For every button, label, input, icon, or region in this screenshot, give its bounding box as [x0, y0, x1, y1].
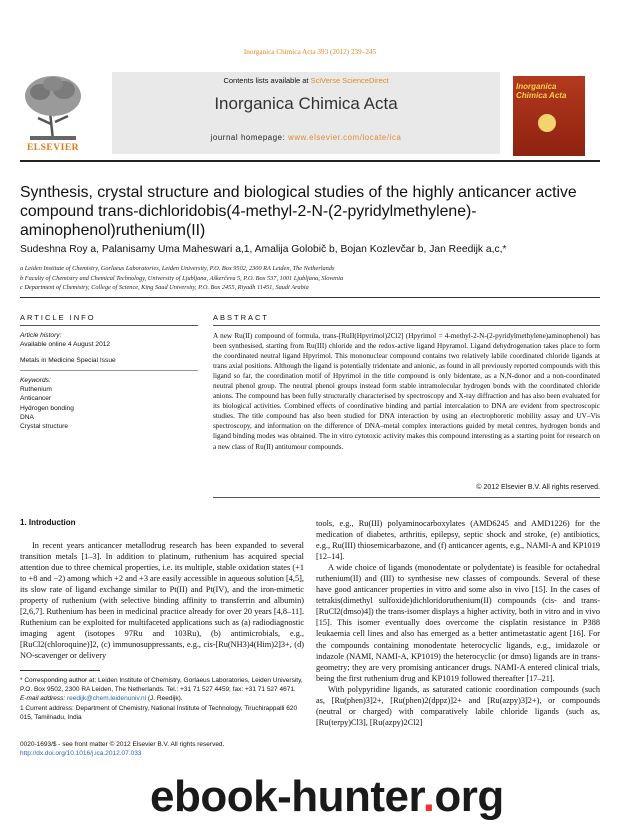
author-list: Sudeshna Roy a, Palanisamy Uma Maheswari a,1, Amalija Golobič b, Bojan Kozlevčar b, Jan Reedijk a,c,* — [20, 244, 507, 255]
body-column-right — [316, 518, 600, 728]
footnote-rule — [20, 670, 100, 671]
journal-citation: Inorganica Chimica Acta 393 (2012) 239–245 — [243, 48, 377, 56]
journal-homepage — [112, 133, 500, 142]
intro-paragraph: In recent years anticancer metallodrug research has been expanded to several transition metals [1–3]. In addition to platinum, ruthenium has acquired special attention due to three chemical properties, i.e. its multiple, stable oxidation states (+1 to +8 and −2) among which +2 and +3 are easily accessible in aqueous solution [4,5], its slow rate of ligand exchange similar to Pt(II) and Pt(IV), and the iron-mimetic property of ruthenium (with selective binding affinity to transferrin and albumin) [2,6,7]. Ruthenium has been in medicinal practice already for over 20 years [4,8–11]. Ruthenium can be exploited for multifaceted applications such as (a) radiodiagnostic imaging agent (isotopes 97Ru and 103Ru), (b) antimicrobials, e.g., [RuCl2(chloroquine)]2, (c) immunosuppressants, e.g., cis-[Ru(NH3)4(Him)2]3+, (d) NO-scavenger or delivery — [20, 541, 304, 661]
issn-line — [20, 740, 304, 758]
section-divider — [20, 297, 600, 298]
abstract-text: A new Ru(II) compound of formula, trans-[RuII(Hpyrimol)2Cl2] (Hpyrimol = 4-methyl-2-N-(2-pyridylmethylene)aminophenol) has been synthesised, starting from Ru(III) chloride and the redox-active ligand Hpyramol. Ligand dehydrogenation takes place to form the coordinated neutral ligand Hpyrimol. This mononuclear compound contains two relatively labile coordinated chloride ligands at trans axial positions. Although the ligand is potentially tridentate and anionic, as found in all previously reported compounds with this ligand so far, the coordination motif of Hpyrimol in the title compound is only bidentate, as a N,N-donor and a non-coordinated neutral phenol group. The neutral phenol groups instead form stable intramolecular hydrogen bonds with the coordinated chloride anions. The compound has been fully structurally characterised by spectroscopy and X-ray diffraction and has also been evaluated for its biological activities. Combined effects of coordinative binding and partial intercalation to DNA are evident from spectroscopic studies. The title compound has also been studied for DNA interaction by using an electrophoretic mobility assay and UV–Vis spectroscopy, and information on the difference of DNA–metal complex interactions guided by metal centres, hydrogen bonds and ligand binding modes was obtained. The in vitro cytotoxic activity makes this compound interesting as a starting point for research on a new class of Ru(II) antitumour compounds. — [213, 332, 600, 451]
contents-line — [112, 76, 500, 85]
contents-prefix: Contents lists available at — [223, 76, 311, 85]
history-value: Available online 4 August 2012 — [20, 341, 111, 349]
copyright: © 2012 Elsevier B.V. All rights reserved. — [476, 484, 600, 491]
watermark-dot: . — [422, 772, 435, 821]
affiliation-a: a Leiden Institute of Chemistry, Gorlaeus Laboratories, Leiden University, P.O. Box 9502, 2300 RA Leiden, The Netherlands — [20, 265, 335, 272]
info-divider — [20, 370, 198, 371]
article-info-heading: ARTICLE INFO — [20, 313, 96, 322]
special-issue: Metals in Medicine Special Issue — [20, 356, 116, 364]
publisher-name: ELSEVIER — [26, 143, 80, 153]
history-label: Article history: — [20, 332, 62, 339]
intro-paragraph: With polypyridine ligands, as saturated cationic coordination compounds (such as, [Ru(phen)3]2+, [Ru(phen)2(dppz)]2+ and [Ru(azpy)3]2+), or compounds (neutral or charged) with comparatively labile chloride ligands (such as, [Ru(terpy)Cl3], [Ru(azpy)2Cl2] — [316, 684, 600, 727]
abstract-bottom-rule — [213, 497, 600, 498]
current-address-note: 1 Current address: Department of Chemistry, National Institute of Technology, Tiruchirappalli 620 015, Tamilnadu, India — [20, 704, 298, 721]
email-label: E-mail address: — [20, 695, 67, 703]
affiliation-b: b Faculty of Chemistry and Chemical Technology, University of Ljubljana, Aškerčeva 5, P.O. Box 537, 1001 Ljubljana, Slovenia — [20, 274, 344, 282]
cover-graphic — [538, 114, 556, 132]
doi-link[interactable]: http://dx.doi.org/10.1016/j.ica.2012.07.033 — [20, 750, 142, 758]
cover-title: Inorganica Chimica Acta — [516, 82, 567, 100]
email-suffix: (J. Reedijk). — [146, 695, 183, 703]
article-title: Synthesis, crystal structure and biological studies of the highly anticancer active compound trans-dichloridobis(4-methyl-2-N-(2-pyridylmethylene)-aminophenol)ruthenium(II) — [20, 184, 577, 239]
intro-paragraph: tools, e.g., Ru(III) polyaminocarboxylates (AMD6245 and AMD1226) for the medication of diabetes, arthritis, epilepsy, septic shock and stroke, (e) antibiotics, e.g., Ru(III) thiosemicarbazone, and (f) anticancer agents, e.g., NAMI-A and KP1019 [12–14]. — [316, 519, 600, 562]
homepage-prefix: journal homepage: — [210, 133, 289, 142]
info-rule — [20, 325, 198, 326]
keyword: DNA — [20, 414, 34, 422]
issn: 0020-1693/$ - see front matter © 2012 Elsevier B.V. All rights reserved. — [20, 741, 225, 748]
email-link[interactable]: reedijk@chem.leidenuniv.nl — [66, 695, 147, 703]
article-info — [20, 331, 198, 432]
keywords-label: Keywords: — [20, 376, 51, 384]
sciencedirect-link[interactable]: SciVerse ScienceDirect — [310, 76, 389, 85]
body-column-left — [20, 540, 304, 662]
keyword: Ruthenium — [20, 386, 52, 394]
watermark-suffix: org — [434, 772, 504, 821]
corresponding-author-note: * Corresponding author at: Leiden Institute of Chemistry, Gorlaeus Laboratories, Leiden University, P.O. Box 9502, 2300 RA Leiden, The Netherlands. Tel.: +31 71 527 4459; fax: +31 71 527 4671. — [20, 677, 303, 694]
journal-title: Inorganica Chimica Acta — [214, 94, 398, 113]
watermark — [150, 772, 620, 821]
introduction-heading: 1. Introduction — [20, 518, 76, 527]
elsevier-tree-logo — [20, 72, 86, 144]
header-divider — [20, 160, 600, 162]
abstract-heading: ABSTRACT — [213, 313, 270, 322]
affiliation-c: c Department of Chemistry, College of Science, King Saud University, P.O. Box 2455, Riyadh 11451, Saudi Arabia — [20, 284, 309, 291]
abstract-rule — [213, 325, 600, 326]
watermark-prefix: ebook-hunter — [150, 772, 423, 821]
intro-paragraph: A wide choice of ligands (monodentate or polydentate) is feasible for octahedral ruthenium(II) and (III) to synthesise new classes of compounds. Several of these have good anticancer properties in vitro and some also in vivo [15]. In the cases of tetrakis(dimethyl sulfoxide)dichloridoruthenium(II) compounds (cis- and trans-[RuCl2(dmso)4]) the trans-isomer displays a higher activity, both in vitro and in vivo [15]. This isomer eventually does overcome the cisplatin resistance in P388 leukaemia cell lines and also has emerged as a better antimetastatic agent [16]. For the compounds containing monodentate heterocyclic ligands, e.g., imidazole or indazole (NAMI, NAMI-A, KP1019) the heterocyclic (or dmso) ligands are in trans-geometry; they are very promising anticancer drugs. NAMI-A entered clinical trials, being the first ruthenium drug and KP1019 followed thereafter [17–21]. — [316, 563, 600, 683]
keyword: Hydrogen bonding — [20, 404, 74, 412]
keyword: Crystal structure — [20, 423, 68, 431]
affiliations — [20, 264, 600, 293]
footnotes — [20, 676, 304, 722]
homepage-link[interactable]: www.elsevier.com/locate/ica — [288, 133, 402, 142]
keyword: Anticancer — [20, 395, 52, 403]
email-note — [20, 694, 304, 703]
